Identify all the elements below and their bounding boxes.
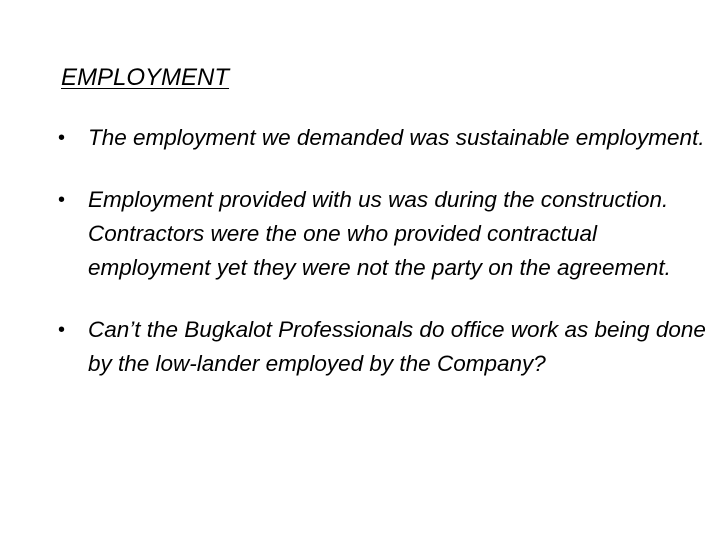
bullet-item xyxy=(58,183,708,285)
bullet-text: Can’t the Bugkalot Professionals do office work as being done by the low-lander employed by the Company? xyxy=(88,317,706,376)
bullet-item xyxy=(58,121,708,155)
bullet-item xyxy=(58,313,708,381)
bullet-text: The employment we demanded was sustainable employment. xyxy=(88,125,705,150)
bullet-marker-icon: • xyxy=(58,319,66,341)
slide-title: EMPLOYMENT xyxy=(61,64,230,91)
bullet-marker-icon: • xyxy=(58,189,66,211)
bullet-list xyxy=(58,121,708,409)
bullet-text: Employment provided with us was during the construction. Contractors were the one who provided contractual employment yet they were not the party on the agreement. xyxy=(88,187,671,280)
bullet-marker-icon: • xyxy=(58,127,66,149)
